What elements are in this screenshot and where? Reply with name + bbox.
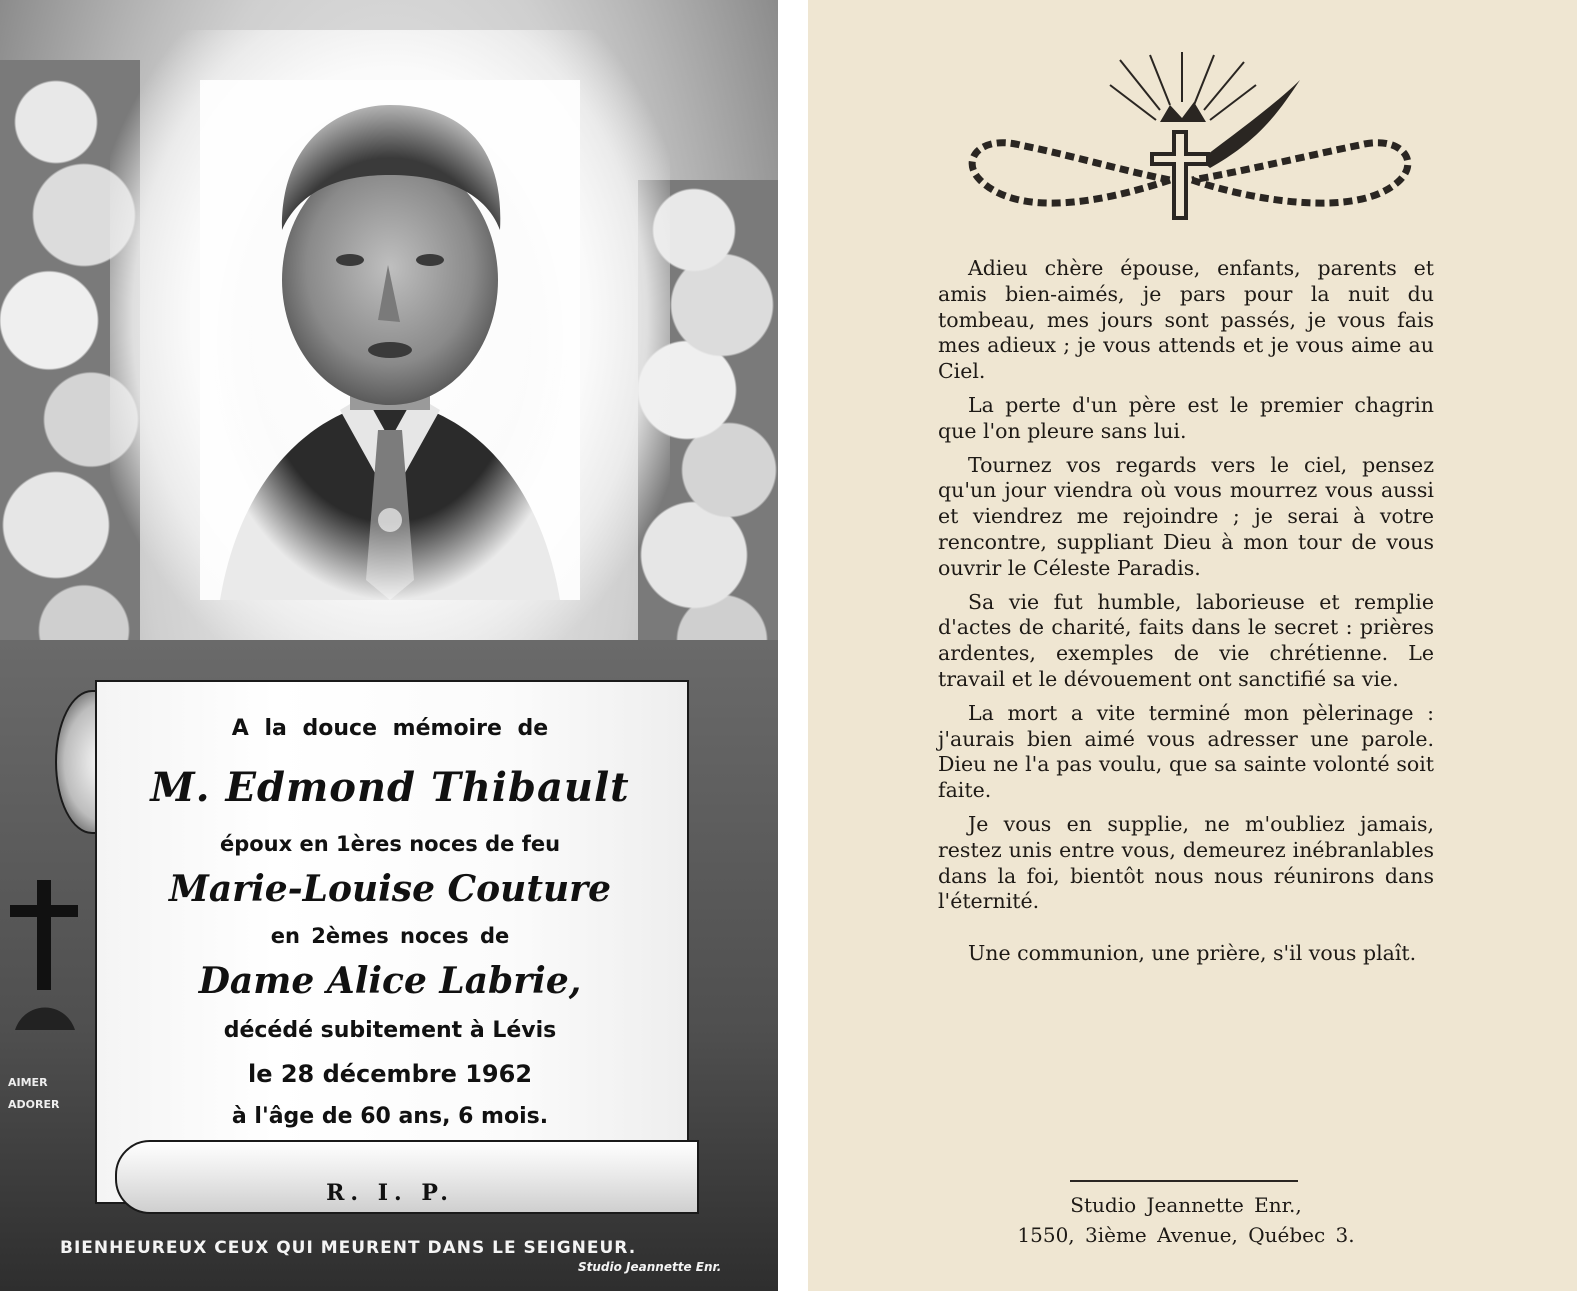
death-place-line: décédé subitement à Lévis <box>223 1018 557 1043</box>
rosary-cross-palm-icon <box>960 50 1420 230</box>
prayer-paragraph: La mort a vite terminé mon pèlerinage : j'aurais bien aimé vous adresser une parole. Dieu ne l'a pas voulu, que sa sainte volonté soit faite. <box>938 700 1434 803</box>
first-marriage-line: époux en 1ères noces de feu <box>219 832 561 856</box>
studio-address: 1550, 3ième Avenue, Québec 3. <box>1017 1223 1355 1247</box>
studio-signature: Studio Jeannette Enr. <box>578 1260 722 1274</box>
first-spouse-name: Marie-Louise Couture <box>168 868 612 910</box>
prayer-text <box>938 256 1434 975</box>
prayer-paragraph: Sa vie fut humble, laborieuse et remplie d'actes de charité, faits dans le secret : prières ardentes, exemples de vie chrétienne. Le travail et le dévouement ont sanctifié sa vie. <box>938 589 1434 691</box>
rip-text: R. I. P. <box>326 1180 454 1206</box>
age-line: à l'âge de 60 ans, 6 mois. <box>231 1104 549 1129</box>
studio-credit <box>938 1190 1434 1250</box>
memorial-intro: A la douce mémoire de <box>231 716 549 741</box>
prayer-closing: Une communion, une prière, s'il vous plaît. <box>968 941 1417 966</box>
prayer-paragraph: Adieu chère épouse, enfants, parents et amis bien-aimés, je pars pour la nuit du tombeau, mes jours sont passés, je vous fais mes adieux ; je vous attends et je vous aime au Ciel. <box>938 256 1434 384</box>
portrait-photo <box>200 80 580 600</box>
memorial-card-front <box>0 0 778 1291</box>
prayer-paragraph: Je vous en supplie, ne m'oubliez jamais, restez unis entre vous, demeurez inébranlables dans la foi, bientôt nous nous réunirons dans l'éternité. <box>938 811 1434 914</box>
prayer-paragraph: La perte d'un père est le premier chagrin que l'on pleure sans lui. <box>938 392 1434 443</box>
studio-name: Studio Jeannette Enr., <box>1070 1193 1302 1217</box>
divider <box>1070 1180 1298 1182</box>
cross-icon <box>5 880 85 1030</box>
beatitude-caption: BIENHEUREUX CEUX QUI MEURENT DANS LE SEIGNEUR. <box>60 1238 637 1258</box>
cross-word-aimer: AIMER <box>8 1076 48 1089</box>
death-date-line: le 28 décembre 1962 <box>247 1060 533 1088</box>
prayer-paragraph: Tournez vos regards vers le ciel, pensez qu'un jour viendra où vous mourrez vous aussi et viendrez me rejoindre ; je serai à votre rencontre, suppliant Dieu à mon tour de vous ouvrir le Céleste Paradis. <box>938 452 1434 580</box>
cross-words <box>8 1072 59 1116</box>
deceased-name: M. Edmond Thibault <box>150 764 630 811</box>
cross-word-adorer: ADORER <box>8 1098 60 1111</box>
second-marriage-line: en 2èmes noces de <box>270 924 510 948</box>
second-spouse-name: Dame Alice Labrie, <box>198 960 582 1002</box>
